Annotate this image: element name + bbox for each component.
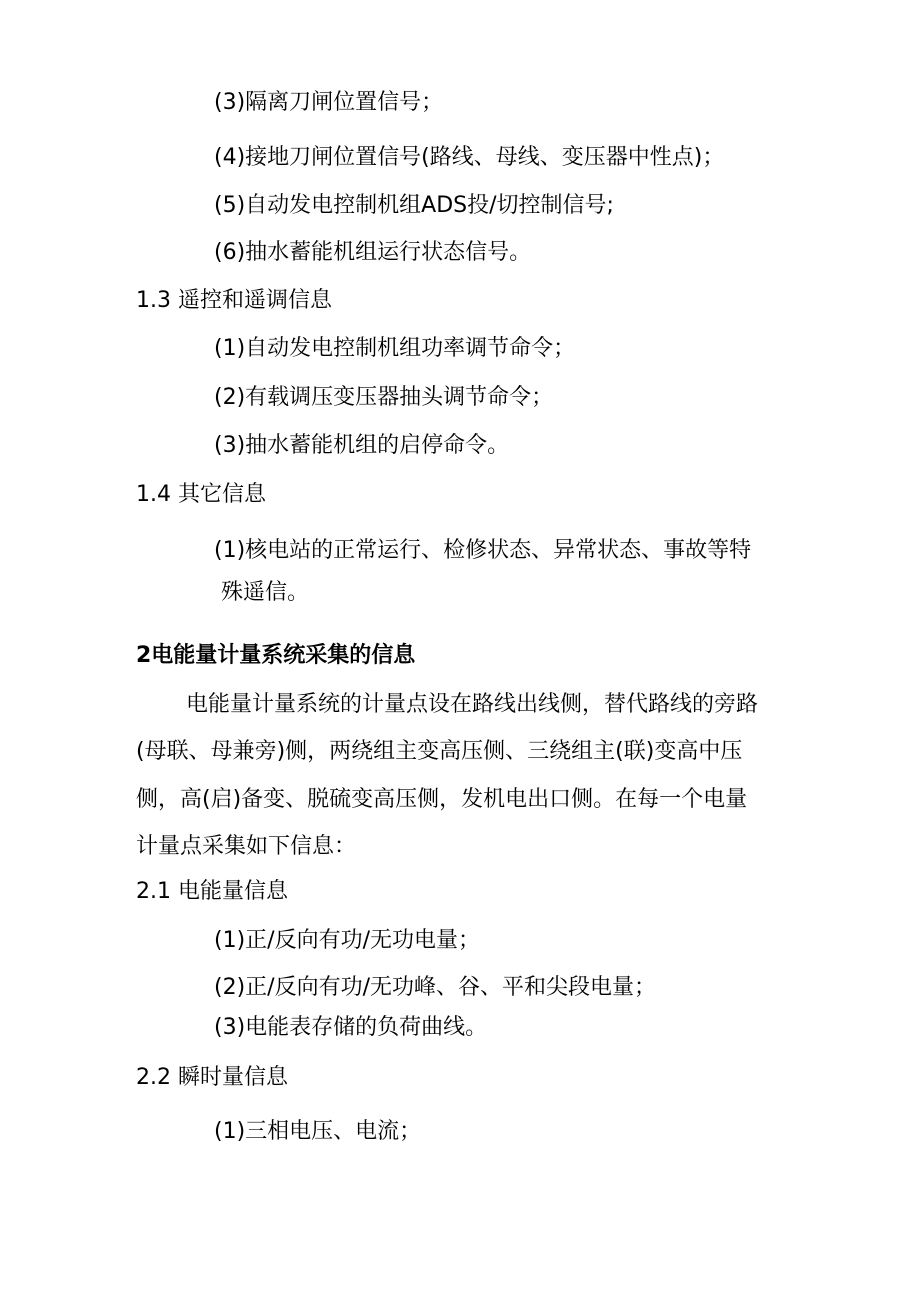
paragraph-line: 计量点采集如下信息： — [136, 834, 357, 859]
list-item: (2)有载调压变压器抽头调节命令； — [214, 385, 554, 410]
list-item: (1)正/反向有功/无功电量； — [214, 928, 480, 953]
section-heading: 1.4 其它信息 — [136, 482, 266, 507]
section-heading: 2.2 瞬时量信息 — [136, 1065, 288, 1090]
list-item: (4)接地刀闸位置信号(路线、母线、变压器中性点)； — [214, 145, 725, 170]
paragraph-line: 电能量计量系统的计量点设在路线出线侧，替代路线的旁路 — [186, 692, 759, 717]
list-item: (3)隔离刀闸位置信号； — [214, 90, 444, 115]
paragraph-line: 侧，高(启)备变、脱硫变高压侧，发机电出口侧。在每一个电量 — [136, 787, 748, 812]
list-item: (3)电能表存储的负荷曲线。 — [214, 1015, 488, 1040]
list-item-continuation: 殊遥信。 — [221, 580, 310, 605]
list-item: (2)正/反向有功/无功峰、谷、平和尖段电量； — [214, 975, 656, 1000]
list-item: (1)自动发电控制机组功率调节命令； — [214, 336, 576, 361]
list-item: (1)核电站的正常运行、检修状态、异常状态、事故等特 — [214, 538, 752, 563]
list-item: (3)抽水蓄能机组的启停命令。 — [214, 433, 510, 458]
list-item: (5)自动发电控制机组ADS投/切控制信号; — [214, 193, 614, 218]
list-item: (1)三相电压、电流； — [214, 1119, 422, 1144]
section-heading: 2.1 电能量信息 — [136, 879, 288, 904]
section-heading: 1.3 遥控和遥调信息 — [136, 288, 332, 313]
chapter-heading: 2电能量计量系统采集的信息 — [136, 643, 416, 668]
paragraph-line: (母联、母兼旁)侧，两绕组主变高压侧、三绕组主(联)变高中压 — [136, 739, 743, 764]
list-item: (6)抽水蓄能机组运行状态信号。 — [214, 240, 532, 265]
